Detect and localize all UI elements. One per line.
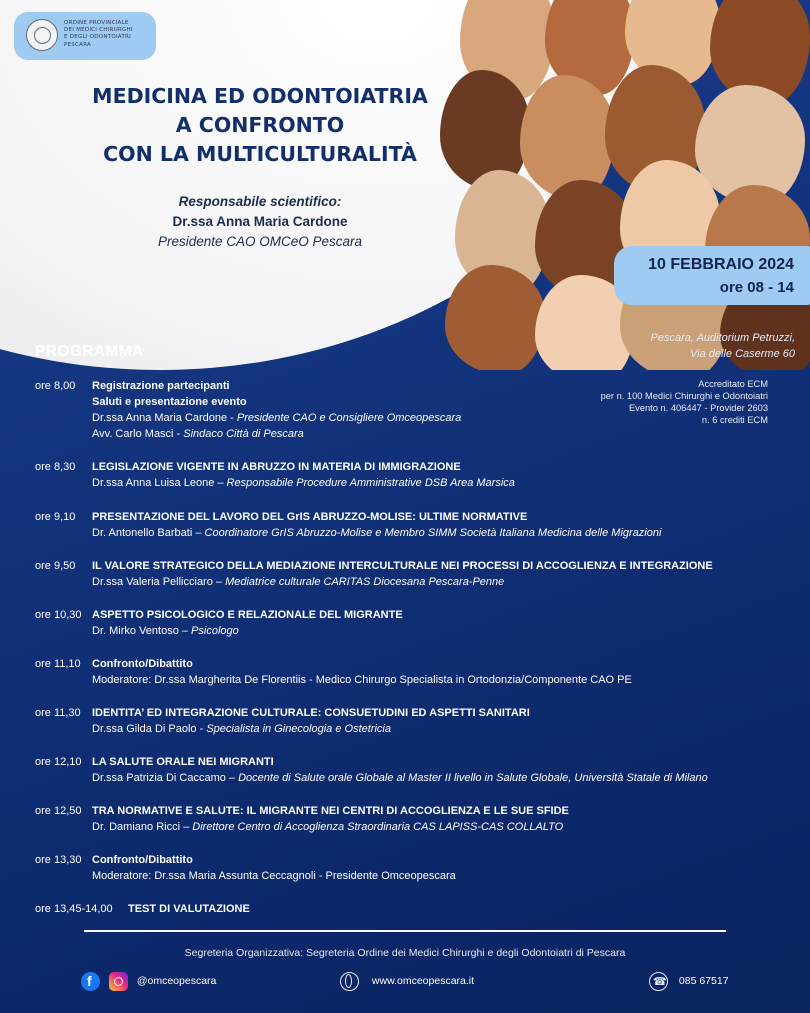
session-title: PRESENTAZIONE DEL LAVORO DEL GrIS ABRUZZO-MOLISE: ULTIME NORMATIVE [92, 511, 528, 523]
speaker-role: Coordinatore GrIS Abruzzo-Molise e Membro SIMM Società Italiana Medicina delle Migrazioni [204, 527, 662, 539]
date-badge [614, 246, 810, 305]
session-title: ASPETTO PSICOLOGICO E RELAZIONALE DEL MIGRANTE [92, 609, 403, 621]
phone-icon [649, 972, 668, 991]
speaker-name: Dr. Mirko Ventoso – [92, 625, 192, 637]
instagram-icon[interactable] [109, 972, 128, 991]
ecm-accreditation: Accreditato ECM per n. 100 Medici Chirurghi e Odontoiatri Evento n. 406447 - Provider 2603 n. 6 crediti ECM [600, 379, 768, 425]
session-time: ore 11,10 [35, 658, 81, 670]
phone-number[interactable]: 085 67517 [678, 975, 729, 987]
scientific-lead [60, 192, 460, 252]
session-title: TEST DI VALUTAZIONE [128, 903, 250, 915]
venue: Pescara, Auditorium Petruzzi, Via delle Caserme 60 [650, 332, 795, 360]
website-contact [340, 971, 474, 991]
logo-text: ORDINE PROVINCIALE DEI MEDICI CHIRURGHI E DEGLI ODONTOIATRI PESCARA [64, 20, 133, 48]
lead-name: Dr.ssa Anna Maria Cardone [172, 214, 348, 229]
globe-icon [340, 972, 359, 991]
event-date: 10 FEBBRAIO 2024 [648, 256, 794, 273]
session-time: ore 8,00 [35, 380, 76, 392]
speaker-name: Dr. Antonello Barbati – [92, 527, 205, 539]
speaker-role: Responsabile Procedure Amministrative DSB Area Marsica [226, 477, 515, 489]
session-title: IDENTITA’ ED INTEGRAZIONE CULTURALE: CONSUETUDINI ED ASPETTI SANITARI [92, 707, 530, 719]
session-time: ore 8,30 [35, 461, 76, 473]
speaker-name: Dr.ssa Valeria Pellicciaro – [92, 576, 226, 588]
session-title: Confronto/Dibattito [92, 658, 193, 670]
website-link[interactable]: www.omceopescara.it [371, 975, 475, 987]
faces-mosaic-image [440, 0, 810, 370]
speaker-name: Dr. Damiano Ricci – [92, 821, 193, 833]
lead-role: Presidente CAO OMCeO Pescara [157, 234, 363, 249]
speaker-role: Docente di Salute orale Globale al Master II livello in Salute Globale, Università Statale di Milano [238, 772, 708, 784]
social-contact [81, 971, 216, 991]
session-time: ore 13,45-14,00 [35, 903, 113, 915]
session-time: ore 12,10 [35, 756, 82, 768]
session-title: LA SALUTE ORALE NEI MIGRANTI [92, 756, 274, 768]
social-handle[interactable]: @omceopescara [136, 975, 217, 987]
speaker-role: Sindaco Città di Pescara [183, 428, 304, 440]
speaker-role: Psicologo [191, 625, 239, 637]
session-subtitle: Saluti e presentazione evento [92, 396, 247, 408]
speaker-role: Presidente CAO e Consigliere Omceopescara [236, 412, 462, 424]
speaker-name: Dr.ssa Anna Luisa Leone – [92, 477, 227, 489]
footer-divider [84, 930, 726, 932]
speaker-name: Avv. Carlo Masci - [92, 428, 184, 440]
session-time: ore 12,50 [35, 805, 82, 817]
session-title: LEGISLAZIONE VIGENTE IN ABRUZZO IN MATERIA DI IMMIGRAZIONE [92, 461, 461, 473]
session-title: IL VALORE STRATEGICO DELLA MEDIAZIONE INTERCULTURALE NEI PROCESSI DI ACCOGLIENZA E INTEGRAZIONE [92, 560, 713, 572]
session-title: Registrazione partecipanti [92, 380, 230, 392]
session-time: ore 9,50 [35, 560, 76, 572]
omceo-logo-badge [14, 12, 156, 60]
phone-contact [649, 971, 729, 991]
speaker-role: Mediatrice culturale CARITAS Diocesana Pescara-Penne [225, 576, 505, 588]
speaker-name: Dr.ssa Gilda Di Paolo - [92, 723, 207, 735]
segreteria-organizzativa: Segreteria Organizzativa: Segreteria Ordine dei Medici Chirurghi e degli Odontoiatri di Pescara [184, 947, 626, 959]
session-time: ore 11,30 [35, 707, 81, 719]
session-title: Confronto/Dibattito [92, 854, 193, 866]
omceo-seal-icon [26, 19, 58, 51]
speaker-role: Direttore Centro di Accoglienza Straordinaria CAS LAPISS-CAS COLLALTO [192, 821, 564, 833]
session-title: TRA NORMATIVE E SALUTE: IL MIGRANTE NEI CENTRI DI ACCOGLIENZA E LE SUE SFIDE [92, 805, 569, 817]
programma-heading: PROGRAMMA [35, 343, 144, 360]
moderator: Moderatore: Dr.ssa Margherita De Florentiis - Medico Chirurgo Specialista in Ortodonzia/Componente CAO PE [92, 674, 632, 686]
speaker-name: Dr.ssa Anna Maria Cardone - [92, 412, 237, 424]
session-time: ore 9,10 [35, 511, 76, 523]
moderator: Moderatore: Dr.ssa Maria Assunta Ceccagnoli - Presidente Omceopescara [92, 870, 456, 882]
speaker-role: Specialista in Ginecologia e Ostetricia [206, 723, 391, 735]
lead-label: Responsabile scientifico: [178, 194, 342, 209]
event-title: MEDICINA ED ODONTOIATRIA A CONFRONTO CON LA MULTICULTURALITÀ [92, 84, 428, 166]
speaker-name: Dr.ssa Patrizia Di Caccamo – [92, 772, 239, 784]
facebook-icon[interactable] [81, 972, 100, 991]
session-time: ore 10,30 [35, 609, 82, 621]
event-hours: ore 08 - 14 [719, 279, 794, 296]
session-time: ore 13,30 [35, 854, 82, 866]
